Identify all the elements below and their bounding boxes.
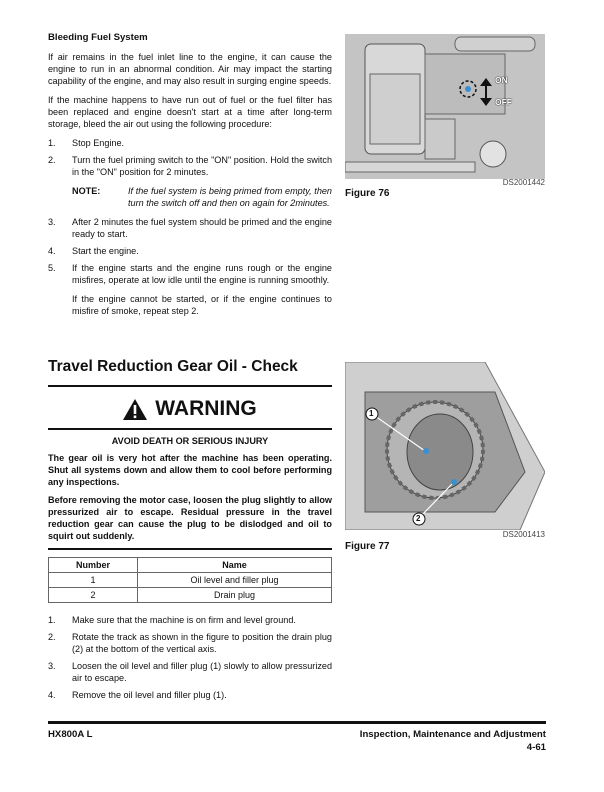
list-item [48, 660, 332, 684]
callout-1: 1 [369, 409, 374, 418]
warning-title: WARNING [155, 397, 257, 420]
paragraph: If air remains in the fuel inlet line to the engine, it can cause the engine to run in an abnormal condition. Air may impact the starting capability of the engine, and may also result in surging engine speeds. [48, 52, 332, 86]
note-text: If the fuel system is being primed from empty, then turn the switch off and then on again for 2minutes. [128, 186, 332, 208]
item-text: Loosen the oil level and filler plug (1) slowly to allow pressurized air to escape. [72, 661, 332, 683]
divider [48, 428, 332, 430]
item-text: Turn the fuel priming switch to the "ON" position. Hold the switch in the "ON" position for 2 minutes. [72, 155, 332, 177]
divider [48, 548, 332, 550]
item-text: Start the engine. [72, 246, 139, 256]
figure-76-image [345, 34, 545, 179]
figure-code: DS2001442 [502, 178, 545, 187]
item-number: 5. [48, 263, 56, 273]
paragraph: If the engine cannot be started, or if the engine continues to misfire of smoke, repeat step 2. [72, 294, 332, 316]
parts-table [48, 557, 332, 603]
list-item [48, 631, 332, 655]
column-header: Name [138, 558, 332, 573]
table-cell: Oil level and filler plug [138, 573, 332, 588]
track-gear-illustration [345, 362, 545, 530]
item-text: Remove the oil level and filler plug (1). [72, 690, 227, 700]
footer-section: Inspection, Maintenance and Adjustment [359, 729, 546, 740]
fuel-filter-illustration [345, 34, 545, 179]
figure-77-image [345, 362, 545, 530]
item-text: After 2 minutes the fuel system should be primed and the engine ready to start. [72, 217, 332, 239]
column-header: Number [49, 558, 138, 573]
warning-text: Before removing the motor case, loosen the plug slightly to allow pressurized air to escape. Residual pressure in the travel reduction gear can cause the plug to be dislodged and oil to squirt out suddenly. [48, 495, 332, 541]
list-item [48, 262, 332, 286]
note-label: NOTE: [72, 186, 101, 196]
list-item [48, 137, 332, 149]
item-number: 4. [48, 690, 56, 700]
figure-caption: Figure 77 [345, 541, 390, 552]
table-cell: Drain plug [138, 588, 332, 603]
table-row [49, 573, 332, 588]
list-item [48, 614, 332, 626]
footer-rule [48, 721, 546, 724]
item-text: If the engine starts and the engine runs rough or the engine misfires, operate at low idle until the engine is running smoothly. [72, 263, 332, 285]
warning-text: The gear oil is very hot after the machine has been operating. Shut all systems down and allow them to cool before performing any inspections. [48, 453, 332, 487]
on-label: ON [495, 75, 508, 85]
item-text: Stop Engine. [72, 138, 125, 148]
filler-plug-marker [423, 448, 429, 454]
page-number: 4-61 [526, 742, 546, 753]
table-cell: 2 [49, 588, 138, 603]
item-number: 1. [48, 138, 56, 148]
figure-code: DS2001413 [502, 530, 545, 539]
drain-plug-marker [451, 479, 457, 485]
table-row [49, 588, 332, 603]
item-number: 4. [48, 246, 56, 256]
item-number: 3. [48, 661, 56, 671]
list-item [48, 689, 332, 701]
warning-subtitle: AVOID DEATH OR SERIOUS INJURY [111, 436, 269, 446]
table-header-row [49, 558, 332, 573]
off-label: OFF [495, 97, 512, 107]
list-item [48, 245, 332, 257]
item-text: Rotate the track as shown in the figure to position the drain plug (2) at the bottom of the vertical axis. [72, 632, 332, 654]
warning-header [48, 397, 332, 421]
bleeding-fuel-section [48, 32, 332, 317]
divider [48, 385, 332, 387]
item-number: 2. [48, 632, 56, 642]
figure-caption: Figure 76 [345, 188, 390, 199]
item-number: 1. [48, 615, 56, 625]
warning-box [48, 385, 332, 550]
item-number: 2. [48, 155, 56, 165]
warning-triangle-icon [123, 399, 147, 420]
table-cell: 1 [49, 573, 138, 588]
section-heading: Bleeding Fuel System [48, 32, 148, 43]
list-item [48, 216, 332, 240]
section-heading: Travel Reduction Gear Oil - Check [48, 358, 298, 375]
footer-model: HX800A L [48, 729, 93, 740]
item-text: Make sure that the machine is on firm and level ground. [72, 615, 296, 625]
parts-table-wrapper [48, 557, 332, 701]
list-item [48, 154, 332, 178]
item-number: 3. [48, 217, 56, 227]
note [48, 185, 332, 209]
paragraph: If the machine happens to have run out of fuel or the fuel filter has been replaced and engine doesn't start at a time after long-term storage, bleed the air out using the following procedure: [48, 95, 332, 129]
callout-2: 2 [416, 514, 421, 523]
